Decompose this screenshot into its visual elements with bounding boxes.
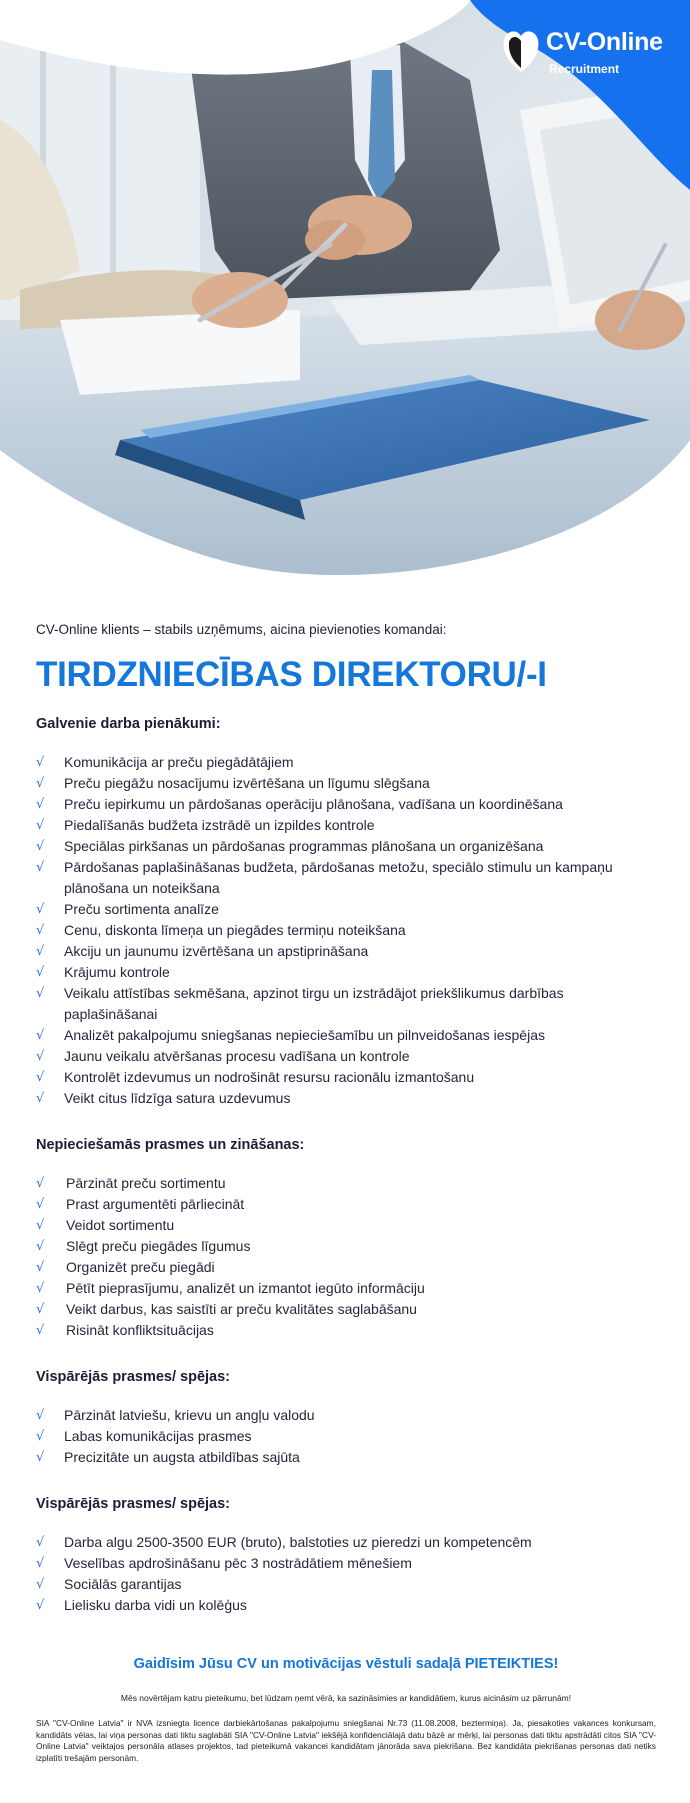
- list-item-text: Piedalīšanās budžeta izstrādē un izpildes kontrole: [64, 817, 375, 833]
- logo-subtitle: Recruitment: [549, 62, 620, 76]
- general-list: [36, 1405, 656, 1468]
- checkmark-icon: √: [36, 902, 45, 917]
- checkmark-icon: √: [36, 1070, 45, 1085]
- section-title-skills: Nepieciešamās prasmes un zināšanas:: [36, 1137, 305, 1153]
- list-item: [36, 1553, 656, 1574]
- checkmark-icon: √: [36, 986, 45, 1001]
- list-item: [36, 1574, 656, 1595]
- list-item-text: Organizēt preču piegādi: [66, 1259, 215, 1275]
- contact-note: Mēs novērtējam katru pieteikumu, bet lūdzam ņemt vērā, ka sazināsimies ar kandidātiem, kurus aicināsim uz pārrunām!: [120, 1693, 572, 1703]
- checkmark-icon: √: [36, 1302, 45, 1317]
- list-item-text: Jaunu veikalu atvēršanas procesu vadīšana un kontrole: [64, 1048, 410, 1064]
- list-item: [36, 983, 656, 1025]
- list-item-text: Slēgt preču piegādes līgumus: [66, 1238, 251, 1254]
- list-item: [36, 1278, 656, 1299]
- checkmark-icon: √: [36, 923, 45, 938]
- list-item-text: Veselības apdrošināšanu pēc 3 nostrādātiem mēnešiem: [64, 1555, 412, 1571]
- list-item-text: Preču piegāžu nosacījumu izvērtēšana un līgumu slēgšana: [64, 775, 430, 791]
- list-item: [36, 1532, 656, 1553]
- list-item: [36, 1405, 656, 1426]
- list-item: [36, 1046, 656, 1067]
- intro-rest: – stabils uzņēmums, aicina pievienoties komandai:: [139, 622, 447, 637]
- list-item-text: Labas komunikācijas prasmes: [64, 1428, 252, 1444]
- list-item-text: Veikalu attīstības sekmēšana, apzinot tirgu un izstrādājot priekšlikumus darbības paplašināšanai: [64, 985, 564, 1022]
- list-item-text: Pārzināt preču sortimentu: [66, 1175, 226, 1191]
- checkmark-icon: √: [36, 1176, 45, 1191]
- checkmark-icon: √: [36, 797, 45, 812]
- checkmark-icon: √: [36, 944, 45, 959]
- list-item-text: Veikt darbus, kas saistīti ar preču kvalitātes saglabāšanu: [66, 1301, 417, 1317]
- list-item: [36, 1426, 656, 1447]
- list-item-text: Kontrolēt izdevumus un nodrošināt resursu racionālu izmantošanu: [64, 1069, 475, 1085]
- list-item-text: Preču sortimenta analīze: [64, 901, 219, 917]
- list-item: [36, 773, 656, 794]
- job-ad-content: [36, 620, 656, 1764]
- hero-photo: [0, 0, 690, 590]
- checkmark-icon: √: [36, 1535, 45, 1550]
- checkmark-icon: √: [36, 1239, 45, 1254]
- logo-mark-icon: [502, 28, 540, 74]
- list-item: [36, 941, 656, 962]
- list-item-text: Risināt konfliktsituācijas: [66, 1322, 214, 1338]
- checkmark-icon: √: [36, 1323, 45, 1338]
- hero-banner: [0, 0, 690, 590]
- checkmark-icon: √: [36, 1429, 45, 1444]
- checkmark-icon: √: [36, 1598, 45, 1613]
- list-item: [36, 1088, 656, 1109]
- list-item: [36, 1257, 656, 1278]
- intro-line: [36, 620, 656, 640]
- checkmark-icon: √: [36, 965, 45, 980]
- list-item: [36, 836, 656, 857]
- section-title-general: Vispārējās prasmes/ spējas:: [36, 1369, 230, 1385]
- checkmark-icon: √: [36, 839, 45, 854]
- list-item: [36, 899, 656, 920]
- apply-call-to-action[interactable]: Gaidīsim Jūsu CV un motivācijas vēstuli sadaļā PIETEIKTIES!: [133, 1656, 559, 1672]
- list-item: [36, 1595, 656, 1616]
- list-item-text: Pētīt pieprasījumu, analizēt un izmantot iegūto informāciju: [66, 1280, 425, 1296]
- skills-list: [36, 1173, 656, 1341]
- list-item: [36, 752, 656, 773]
- job-title: TIRDZNIECĪBAS DIREKTORU/-I: [36, 655, 547, 694]
- list-item-text: Cenu, diskonta līmeņa un piegādes termiņu noteikšana: [64, 922, 406, 938]
- list-item: [36, 1320, 656, 1341]
- checkmark-icon: √: [36, 1450, 45, 1465]
- legal-disclaimer: SIA "CV-Online Latvia" ir NVA izsniegta licence darbiekārtošanas pakalpojumu sniegšanai Nr.73 (11.08.2008, beztermiņa). Ja, piesakoties vakances konkursam, kandidāts vēlas, lai viņa personas dati tiktu saglabāti SIA "CV-Online Latvia" iekšējā konfidenciālajā datu bāzē ar mērķi, lai personas dati tiktu apstrādāti citos SIA "CV-Online Latvia" veiktajos personāla atlases projektos, tad pieteikumā vakancei kandidātam jānorāda sava piekrišana. Bez kandidāta piekrišanas personas dati netiks izplatīti trešajām personām.: [36, 1718, 656, 1763]
- list-item: [36, 794, 656, 815]
- list-item: [36, 1194, 656, 1215]
- section-title-duties: Galvenie darba pienākumi:: [36, 716, 221, 732]
- list-item-text: Veikt citus līdzīga satura uzdevumus: [64, 1090, 291, 1106]
- list-item-text: Darba algu 2500-3500 EUR (bruto), balstoties uz pieredzi un kompetencēm: [64, 1534, 532, 1550]
- brand-logo[interactable]: [500, 26, 680, 86]
- checkmark-icon: √: [36, 1577, 45, 1592]
- checkmark-icon: √: [36, 1028, 45, 1043]
- checkmark-icon: √: [36, 1091, 45, 1106]
- list-item: [36, 1236, 656, 1257]
- duties-list: [36, 752, 656, 1109]
- list-item-text: Speciālas pirkšanas un pārdošanas programmas plānošana un organizēšana: [64, 838, 544, 854]
- list-item: [36, 1067, 656, 1088]
- list-item-text: Komunikācija ar preču piegādātājiem: [64, 754, 294, 770]
- section-title-offer: Vispārējās prasmes/ spējas:: [36, 1496, 230, 1512]
- list-item: [36, 962, 656, 983]
- checkmark-icon: √: [36, 1218, 45, 1233]
- checkmark-icon: √: [36, 1197, 45, 1212]
- logo-name: CV-Online: [546, 28, 663, 56]
- list-item: [36, 1299, 656, 1320]
- offer-list: [36, 1532, 656, 1616]
- checkmark-icon: √: [36, 1049, 45, 1064]
- list-item-text: Sociālās garantijas: [64, 1576, 182, 1592]
- checkmark-icon: √: [36, 755, 45, 770]
- checkmark-icon: √: [36, 1260, 45, 1275]
- list-item: [36, 1173, 656, 1194]
- list-item-text: Pārzināt latviešu, krievu un angļu valodu: [64, 1407, 315, 1423]
- list-item-text: Krājumu kontrole: [64, 964, 170, 980]
- list-item: [36, 815, 656, 836]
- checkmark-icon: √: [36, 1408, 45, 1423]
- list-item-text: Akciju un jaunumu izvērtēšana un apstiprināšana: [64, 943, 369, 959]
- list-item: [36, 1215, 656, 1236]
- list-item: [36, 1025, 656, 1046]
- list-item-text: Pārdošanas paplašināšanas budžeta, pārdošanas metožu, speciālo stimulu un kampaņu plānošana un noteikšana: [64, 859, 613, 896]
- checkmark-icon: √: [36, 1556, 45, 1571]
- list-item: [36, 920, 656, 941]
- list-item-text: Lielisku darba vidi un kolēģus: [64, 1597, 247, 1613]
- intro-client: CV-Online klients: [36, 622, 140, 637]
- list-item: [36, 857, 656, 899]
- list-item-text: Precizitāte un augsta atbildības sajūta: [64, 1449, 300, 1465]
- list-item-text: Analizēt pakalpojumu sniegšanas nepieciešamību un pilnveidošanas iespējas: [64, 1027, 545, 1043]
- list-item-text: Veidot sortimentu: [66, 1217, 175, 1233]
- checkmark-icon: √: [36, 776, 45, 791]
- checkmark-icon: √: [36, 818, 45, 833]
- list-item-text: Prast argumentēti pārliecināt: [66, 1196, 245, 1212]
- checkmark-icon: √: [36, 860, 45, 875]
- list-item-text: Preču iepirkumu un pārdošanas operāciju plānošana, vadīšana un koordinēšana: [64, 796, 563, 812]
- checkmark-icon: √: [36, 1281, 45, 1296]
- list-item: [36, 1447, 656, 1468]
